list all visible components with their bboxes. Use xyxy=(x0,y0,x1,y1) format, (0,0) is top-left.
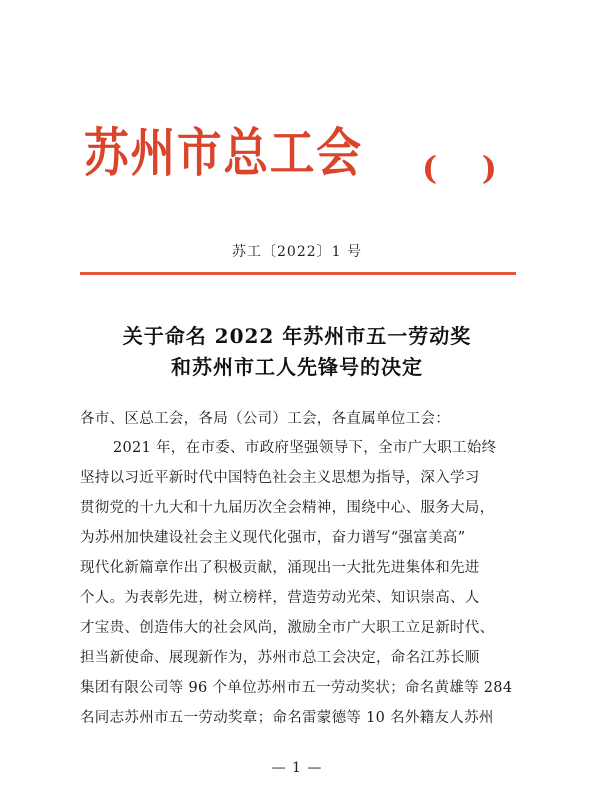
body-line: 才宝贵、创造伟大的社会风尚，激励全市广大职工立足新时代、 xyxy=(80,620,495,636)
body-line: 为苏州加快建设社会主义现代化强市，奋力谱写“强富美高” xyxy=(80,530,466,546)
document-header xyxy=(84,123,497,187)
document-title-line-2: 和苏州市工人先锋号的决定 xyxy=(171,355,423,379)
body-line: 坚持以习近平新时代中国特色社会主义思想为指导，深入学习 xyxy=(80,470,480,486)
document-title-line-1: 关于命名 2022 年苏州市五一劳动奖 xyxy=(122,324,472,348)
body-line: 个人。为表彰先进，树立榜样，营造劳动光荣、知识崇高、人 xyxy=(80,590,480,606)
body-line: 贯彻党的十九大和十九届历次全会精神，围绕中心、服务大局， xyxy=(80,500,495,516)
issuing-organization: 苏州市总工会 xyxy=(84,123,363,184)
red-divider-line xyxy=(80,272,516,275)
page-number: — 1 — xyxy=(271,760,323,776)
body-line: 担当新使命、展现新作为，苏州市总工会决定，命名江苏长顺 xyxy=(80,650,480,666)
salutation: 各市、区总工会，各局（公司）工会，各直属单位工会： xyxy=(80,411,450,427)
document-number: 苏工〔2022〕1 号 xyxy=(232,244,362,260)
body-line: 名同志苏州市五一劳动奖章；命名雷蒙德等 10 名外籍友人苏州 xyxy=(80,710,494,726)
body-line: 现代化新篇章作出了积极贡献，涌现出一大批先进集体和先进 xyxy=(80,560,480,576)
body-line: 2021 年，在市委、市政府坚强领导下，全市广大职工始终 xyxy=(113,440,497,456)
body-line: 集团有限公司等 96 个单位苏州市五一劳动奖状；命名黄雄等 284 xyxy=(80,680,513,696)
header-parenthesis: ( ) xyxy=(422,149,497,187)
